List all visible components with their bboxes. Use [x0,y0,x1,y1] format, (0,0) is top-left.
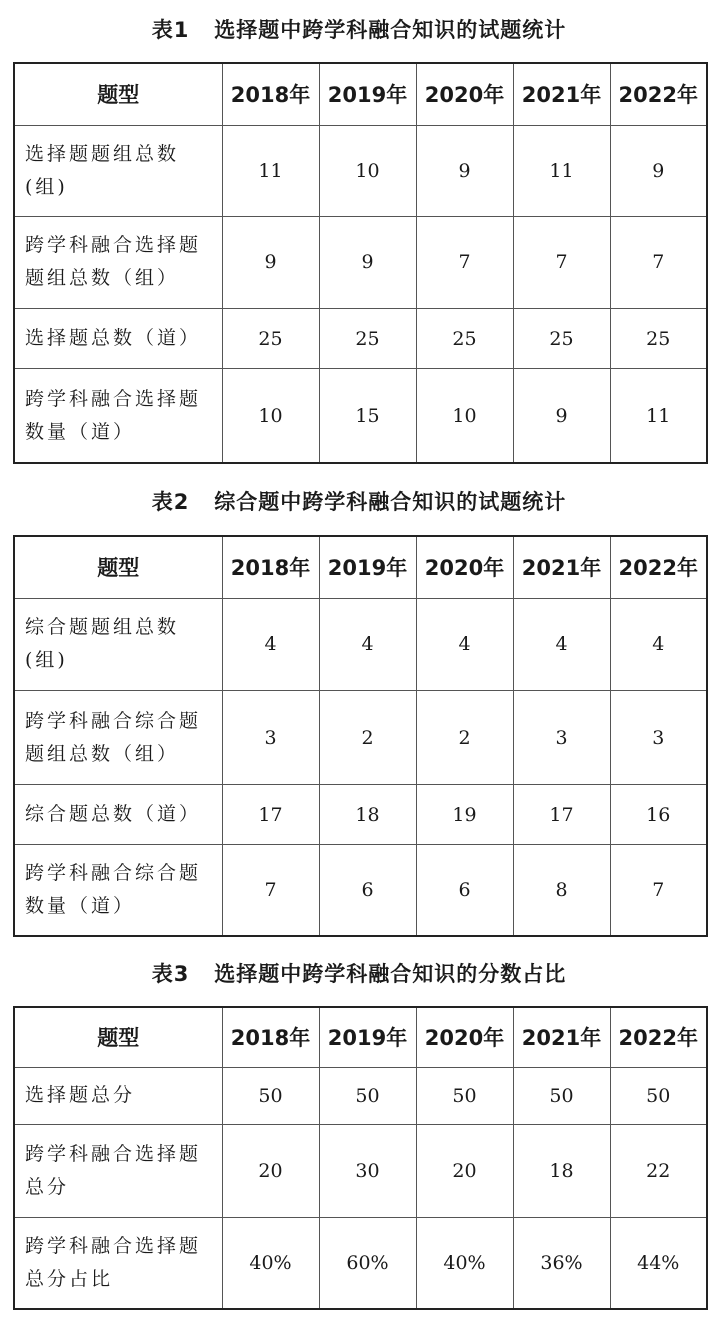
table1-caption: 表1 选择题中跨学科融合知识的试题统计 [151,18,567,42]
table1-header-row [14,63,707,125]
table-cell: 4 [416,598,513,690]
header-cell: 2018年 [222,63,319,125]
table-row [14,1124,707,1217]
row-label: 跨学科融合综合题数量（道） [14,845,222,936]
header-cell: 2022年 [610,1007,707,1067]
table-cell: 9 [610,125,707,216]
table-cell: 25 [513,309,610,369]
row-label: 跨学科融合选择题题组总数（组） [14,216,222,308]
table-cell: 19 [416,785,513,845]
table-row [14,125,707,216]
table-cell: 9 [416,125,513,216]
table-row [14,369,707,463]
table2 [13,535,708,937]
header-cell: 题型 [14,536,222,598]
table-cell: 10 [222,369,319,463]
table-cell: 25 [222,309,319,369]
table-cell: 50 [513,1067,610,1124]
header-cell: 2020年 [416,1007,513,1067]
table-cell: 16 [610,785,707,845]
header-cell: 2018年 [222,1007,319,1067]
header-cell: 2021年 [513,536,610,598]
table2-caption: 表2 综合题中跨学科融合知识的试题统计 [151,490,567,514]
table-cell: 50 [319,1067,416,1124]
table-cell: 3 [513,690,610,784]
table-cell: 22 [610,1124,707,1217]
table-cell: 7 [416,216,513,308]
table-cell: 7 [222,845,319,936]
table-cell: 8 [513,845,610,936]
table-cell: 3 [222,690,319,784]
table-cell: 20 [416,1124,513,1217]
table-cell: 50 [222,1067,319,1124]
table-cell: 17 [222,785,319,845]
table-row [14,309,707,369]
table-cell: 7 [610,845,707,936]
table-cell: 40% [416,1217,513,1309]
table-cell: 30 [319,1124,416,1217]
table-cell: 18 [319,785,416,845]
table-cell: 9 [319,216,416,308]
header-cell: 2020年 [416,63,513,125]
table-row [14,845,707,936]
table3-header-row [14,1007,707,1067]
table-cell: 9 [222,216,319,308]
row-label: 跨学科融合选择题总分 [14,1124,222,1217]
table-cell: 11 [222,125,319,216]
table-cell: 40% [222,1217,319,1309]
table-cell: 20 [222,1124,319,1217]
table-cell: 2 [319,690,416,784]
table-cell: 7 [610,216,707,308]
table-cell: 36% [513,1217,610,1309]
table-row [14,690,707,784]
header-cell: 2022年 [610,536,707,598]
table-row [14,216,707,308]
row-label: 跨学科融合选择题数量（道） [14,369,222,463]
row-label: 综合题总数（道） [14,785,222,845]
row-label: 选择题题组总数(组) [14,125,222,216]
row-label: 跨学科融合综合题题组总数（组） [14,690,222,784]
table-cell: 6 [319,845,416,936]
table-cell: 2 [416,690,513,784]
header-cell: 题型 [14,63,222,125]
header-cell: 2019年 [319,536,416,598]
table-cell: 60% [319,1217,416,1309]
header-cell: 2019年 [319,63,416,125]
table-cell: 10 [416,369,513,463]
header-cell: 2019年 [319,1007,416,1067]
row-label: 跨学科融合选择题总分占比 [14,1217,222,1309]
header-cell: 2020年 [416,536,513,598]
table-cell: 25 [319,309,416,369]
table-cell: 4 [319,598,416,690]
row-label: 选择题总分 [14,1067,222,1124]
row-label: 选择题总数（道） [14,309,222,369]
table-cell: 10 [319,125,416,216]
header-cell: 题型 [14,1007,222,1067]
row-label: 综合题题组总数(组) [14,598,222,690]
table1 [13,62,708,464]
table-row [14,785,707,845]
table-cell: 4 [610,598,707,690]
table-cell: 9 [513,369,610,463]
table-row [14,598,707,690]
table-cell: 7 [513,216,610,308]
header-cell: 2022年 [610,63,707,125]
header-cell: 2021年 [513,63,610,125]
table-cell: 50 [610,1067,707,1124]
table-cell: 15 [319,369,416,463]
table-cell: 18 [513,1124,610,1217]
table-cell: 6 [416,845,513,936]
table-row [14,1217,707,1309]
table2-header-row [14,536,707,598]
table-row [14,1067,707,1124]
table-cell: 11 [513,125,610,216]
table-cell: 4 [513,598,610,690]
table-cell: 44% [610,1217,707,1309]
table3 [13,1006,708,1310]
table-cell: 50 [416,1067,513,1124]
header-cell: 2021年 [513,1007,610,1067]
table-cell: 17 [513,785,610,845]
table-cell: 4 [222,598,319,690]
table-cell: 11 [610,369,707,463]
header-cell: 2018年 [222,536,319,598]
table-cell: 25 [610,309,707,369]
table-cell: 25 [416,309,513,369]
table-cell: 3 [610,690,707,784]
table3-caption: 表3 选择题中跨学科融合知识的分数占比 [151,962,567,986]
